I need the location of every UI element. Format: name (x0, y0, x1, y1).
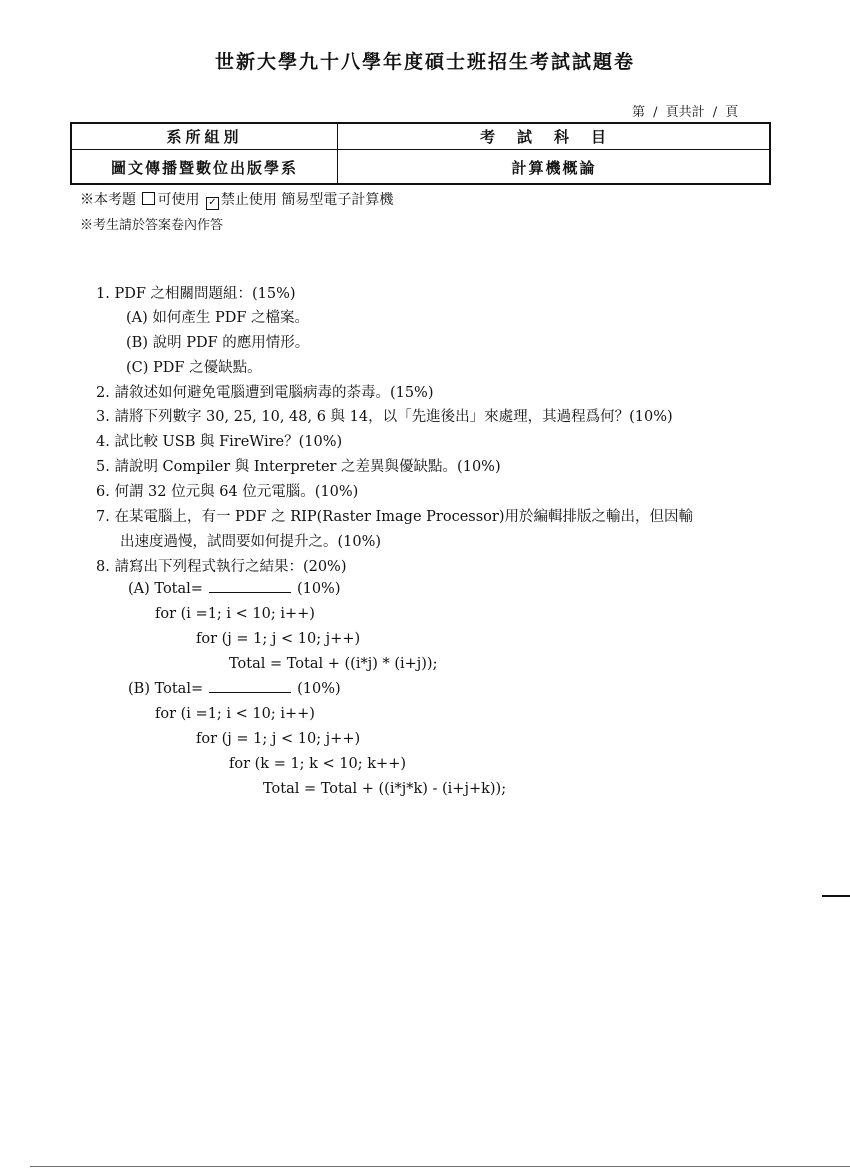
dept-header: 系所組別 (166, 128, 243, 146)
code-a-line: for (j = 1; j < 10; j++) (196, 631, 361, 647)
check-mark-icon: ✓ (208, 197, 217, 208)
allowed-label: 可使用 (157, 192, 200, 208)
question-1a: (A) 如何產生 PDF 之檔案。 (126, 310, 310, 326)
code-a-label: (A) Total= (128, 581, 203, 597)
subject-header: 考試科目 (479, 128, 628, 146)
code-b-header (128, 681, 341, 697)
forbidden-label: 禁止使用 (220, 192, 277, 208)
code-a-line: Total = Total + ((i*j) * (i+j)); (229, 656, 438, 672)
question-1c: (C) PDF 之優缺點。 (126, 360, 262, 376)
scan-mark (822, 895, 850, 897)
code-b-line: Total = Total + ((i*j*k) - (i+j+k)); (263, 781, 507, 797)
code-a-line: for (i =1; i < 10; i++) (155, 606, 315, 622)
question-8: 8. 請寫出下列程式執行之結果：(20%) (96, 559, 347, 575)
question-6: 6. 何謂 32 位元與 64 位元電腦。(10%) (96, 484, 359, 500)
question-1: 1. PDF 之相關問題組：(15%) (96, 286, 296, 302)
code-a-header (128, 581, 340, 597)
answer-sheet-notice: ※考生請於答案卷內作答 (80, 218, 224, 233)
question-5: 5. 請說明 Compiler 與 Interpreter 之差異與優缺點。(10%) (96, 459, 501, 475)
dept-value: 圖文傳播暨數位出版學系 (110, 159, 298, 177)
question-1b: (B) 說明 PDF 的應用情形。 (126, 335, 310, 351)
allowed-checkbox[interactable] (142, 192, 155, 205)
code-b-points: (10%) (297, 681, 341, 697)
code-a-points: (10%) (296, 581, 341, 597)
code-b-line: for (i =1; i < 10; i++) (155, 706, 315, 722)
code-b-line: for (j = 1; j < 10; j++) (196, 731, 361, 747)
subject-value: 計算機概論 (511, 159, 597, 177)
answer-blank-b (209, 692, 291, 693)
table-divider-vertical (337, 124, 338, 183)
question-4: 4. 試比較 USB 與 FireWire？(10%) (96, 434, 343, 450)
forbidden-checkbox[interactable] (206, 197, 219, 210)
calc-suffix: 簡易型電子計算機 (281, 192, 394, 208)
question-3: 3. 請將下列數字 30, 25, 10, 48, 6 與 14，以「先進後出」來處理，其過程爲何？(10%) (96, 409, 673, 425)
header-table (70, 122, 771, 185)
question-2: 2. 請敘述如何避免電腦遭到電腦病毒的荼毒。(15%) (96, 385, 434, 401)
scan-edge-line (30, 1166, 850, 1167)
page-indicator: 第 / 頁共計 / 頁 (632, 105, 739, 120)
table-divider-horizontal (72, 149, 769, 150)
exam-title: 世新大學九十八學年度碩士班招生考試試題卷 (214, 51, 635, 73)
code-b-line: for (k = 1; k < 10; k++) (229, 756, 407, 772)
question-7: 7. 在某電腦上，有一 PDF 之 RIP(Raster Image Processor)用於編輯排版之輸出，但因輸 (96, 509, 693, 525)
answer-blank-a (209, 592, 291, 593)
question-7-cont: 出速度過慢，試問要如何提升之。(10%) (120, 534, 382, 550)
calc-prefix: ※本考題 (80, 192, 136, 208)
calculator-notice (80, 189, 393, 210)
code-b-label: (B) Total= (128, 681, 204, 697)
